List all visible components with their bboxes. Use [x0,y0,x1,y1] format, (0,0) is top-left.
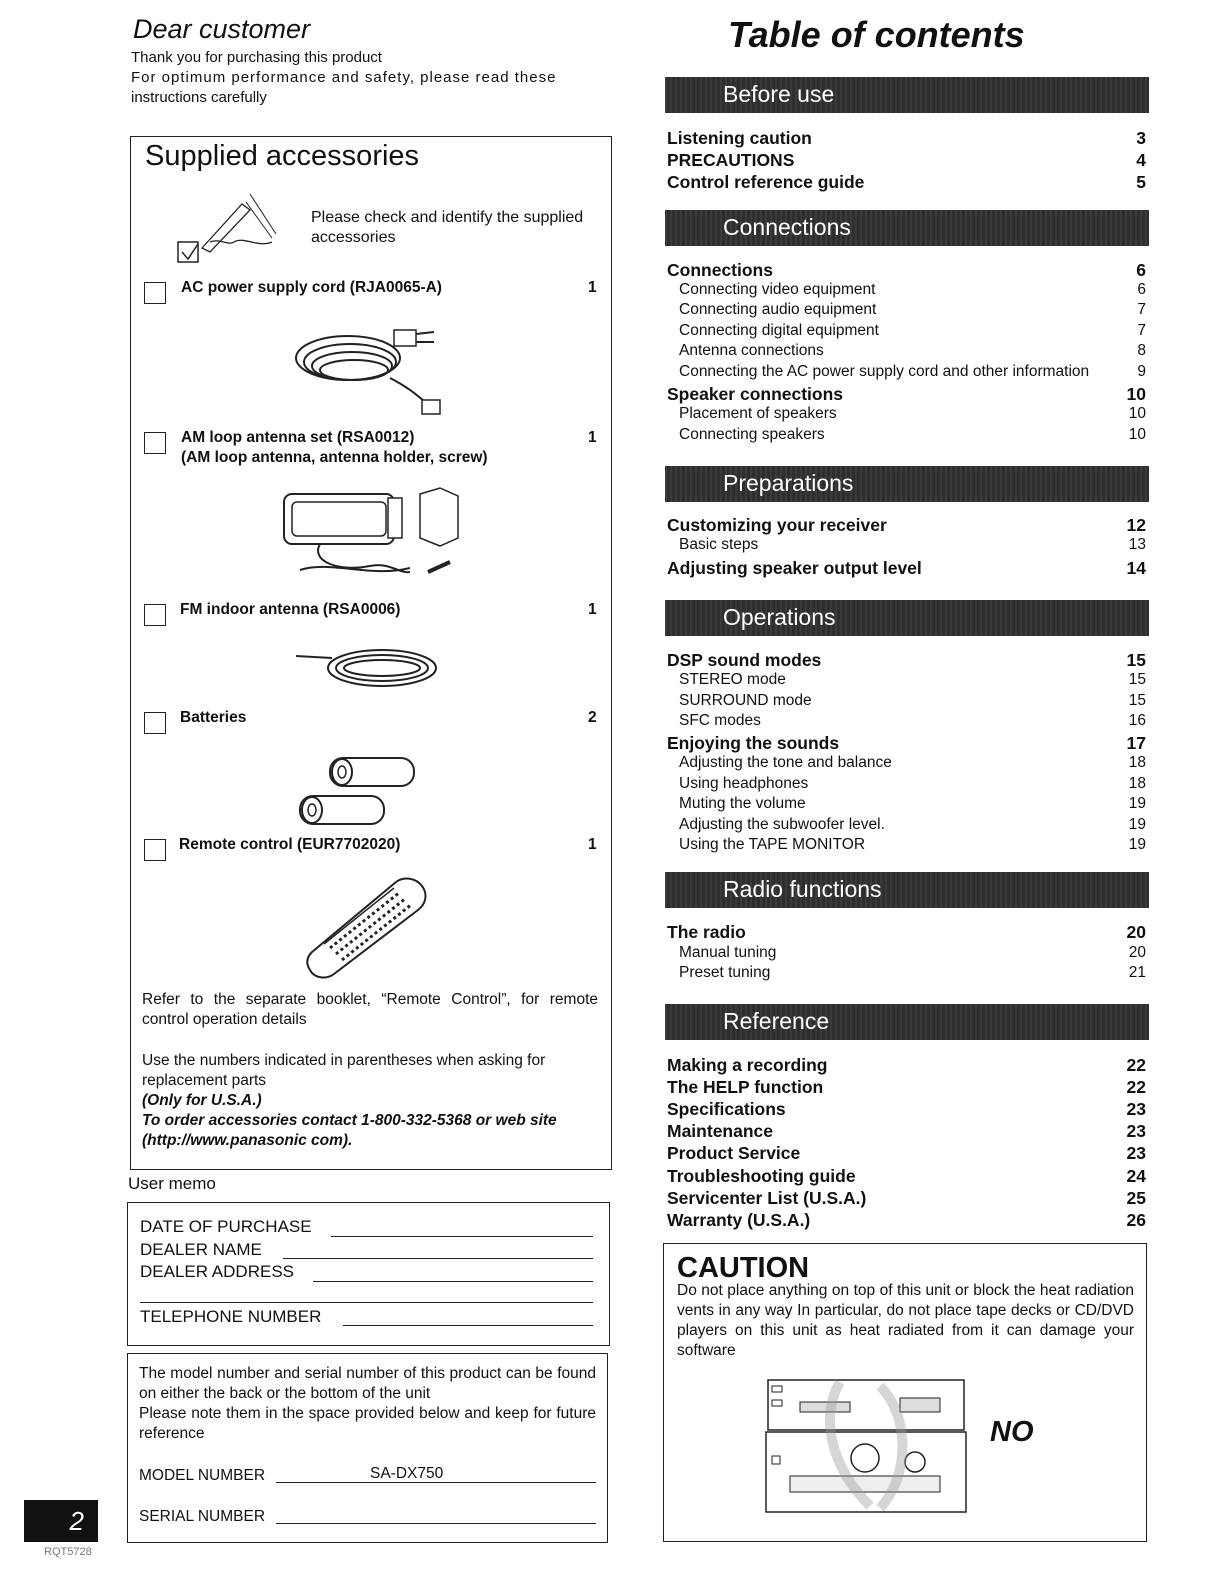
toc-entry-title[interactable]: Product Service [667,1143,801,1163]
toc-entry-page: 23 [1126,1099,1146,1119]
toc-entry-page: 7 [1137,301,1146,318]
ac-cord-illustration [290,318,450,418]
toc-section-band [665,466,1149,502]
toc-entry-title[interactable]: Placement of speakers [679,405,837,422]
toc-entry-page: 12 [1126,515,1146,535]
checkbox-fm-antenna[interactable] [144,604,166,626]
fm-antenna-illustration [292,640,442,696]
toc-entry-title[interactable]: The HELP function [667,1077,824,1097]
checklist-pen-illustration [172,192,282,270]
serial-number-field[interactable] [276,1523,596,1524]
am-antenna-illustration [280,482,470,592]
toc-entry-page: 3 [1136,128,1146,148]
no-label: NO [990,1416,1034,1448]
toc-section-heading: Connections [723,214,851,240]
toc-section-band [665,77,1149,113]
user-memo-title: User memo [128,1174,216,1193]
dealer-name-field[interactable] [283,1258,593,1259]
toc-entry-title[interactable]: Connecting digital equipment [679,322,879,339]
toc-entry-page: 5 [1136,172,1146,192]
batteries-illustration [296,752,426,832]
toc-entry-title[interactable]: STEREO mode [679,671,786,688]
dear-customer-title: Dear customer [133,14,311,44]
stacked-components-illustration [760,1376,970,1516]
toc-entry-page: 24 [1126,1166,1146,1186]
toc-entry-page: 22 [1126,1055,1146,1075]
toc-entry-page: 23 [1126,1121,1146,1141]
caution-title: CAUTION [677,1252,810,1284]
item-ac-cord-label: AC power supply cord (RJA0065-A) [181,279,442,296]
toc-entry-page: 26 [1126,1210,1146,1230]
telephone-number-field[interactable] [343,1325,593,1326]
toc-section-band [665,872,1149,908]
toc-entry-page: 13 [1128,536,1146,553]
toc-entry-title[interactable]: Basic steps [679,536,759,553]
check-note: Please check and identify the supplied accessories [311,209,584,246]
item-am-antenna-qty: 1 [588,429,597,446]
serial-info-text: The model number and serial number of this product can be found on either the back or the bottom of the unit [139,1365,596,1402]
toc-entry-title[interactable]: Enjoying the sounds [667,733,840,753]
toc-entry-page: 9 [1137,363,1146,380]
toc-entry-page: 18 [1128,754,1146,771]
serial-info-text2: Please note them in the space provided below and keep for future reference [139,1405,596,1442]
item-ac-cord-qty: 1 [588,279,597,296]
item-remote-label: Remote control (EUR7702020) [179,836,401,853]
toc-section-band [665,1004,1149,1040]
toc-entry-page: 7 [1137,322,1146,339]
toc-entry-title[interactable]: Preset tuning [679,964,771,981]
toc-entry-title[interactable]: Using headphones [679,775,809,792]
model-number-label: MODEL NUMBER [139,1467,266,1484]
toc-section-heading: Before use [723,81,835,107]
item-am-antenna-label: AM loop antenna set (RSA0012) [181,429,415,446]
toc-section-band [665,600,1149,636]
toc-entry-page: 16 [1128,712,1146,729]
toc-entry-page: 10 [1128,426,1146,443]
toc-entry-title[interactable]: Control reference guide [667,172,865,192]
toc-entry-page: 6 [1137,281,1146,298]
toc-entry-page: 6 [1136,260,1146,280]
toc-entry-page: 25 [1126,1188,1146,1208]
toc-entry-title[interactable]: Using the TAPE MONITOR [679,836,866,853]
dear-line: For optimum performance and safety, please read these [131,69,557,86]
toc-entry-title[interactable]: Connecting speakers [679,426,825,443]
remote-note: Refer to the separate booklet, “Remote Control”, for remote control operation details [142,991,598,1028]
toc-entry-page: 20 [1126,922,1146,942]
parts-note: Use the numbers indicated in parentheses when asking for replacement parts [142,1052,546,1089]
toc-entry-title[interactable]: PRECAUTIONS [667,150,795,170]
toc-entry-title[interactable]: Connecting video equipment [679,281,876,298]
toc-entry-title[interactable]: The radio [667,922,746,942]
toc-entry-title[interactable]: Adjusting the subwoofer level. [679,816,885,833]
dealer-address-field[interactable] [313,1281,593,1282]
toc-entry-page: 15 [1126,650,1146,670]
toc-entry-title[interactable]: Making a recording [667,1055,828,1075]
toc-entry-page: 10 [1128,405,1146,422]
toc-entry-page: 19 [1128,816,1146,833]
toc-entry-title[interactable]: Servicenter List (U.S.A.) [667,1188,867,1208]
checkbox-remote[interactable] [144,839,166,861]
order-note: To order accessories contact 1-800-332-5368 or web site (http://www.panasonic com). [142,1112,557,1149]
toc-entry-page: 23 [1126,1143,1146,1163]
toc-entry-page: 10 [1126,384,1146,404]
toc-entry-title[interactable]: Warranty (U.S.A.) [667,1210,811,1230]
dear-line: Thank you for purchasing this product [131,49,382,66]
toc-entry-page: 15 [1128,692,1146,709]
toc-entry-title[interactable]: Manual tuning [679,944,777,961]
toc-entry-page: 20 [1128,944,1146,961]
toc-entry-title[interactable]: Speaker connections [667,384,844,404]
dealer-address-label: DEALER ADDRESS [140,1262,294,1281]
checkbox-batteries[interactable] [144,712,166,734]
telephone-number-label: TELEPHONE NUMBER [140,1307,322,1326]
toc-entry-title[interactable]: SURROUND mode [679,692,812,709]
checkbox-ac-cord[interactable] [144,282,166,304]
toc-entry-title[interactable]: Muting the volume [679,795,806,812]
toc-entry-page: 15 [1128,671,1146,688]
page-code: RQT5728 [44,1546,92,1558]
item-am-antenna-label2: (AM loop antenna, antenna holder, screw) [181,449,488,466]
toc-entry-title[interactable]: SFC modes [679,712,761,729]
toc-entry-title[interactable]: Antenna connections [679,342,824,359]
toc-entry-title[interactable]: Adjusting speaker output level [667,558,922,578]
toc-entry-page: 18 [1128,775,1146,792]
toc-entry-page: 17 [1126,733,1146,753]
toc-entry-page: 19 [1128,795,1146,812]
toc-entry-title[interactable]: Connections [667,260,773,280]
item-fm-antenna-label: FM indoor antenna (RSA0006) [180,601,401,618]
checkbox-am-antenna[interactable] [144,432,166,454]
serial-number-label: SERIAL NUMBER [139,1508,266,1525]
item-fm-antenna-qty: 1 [588,601,597,618]
toc-entry-page: 21 [1128,964,1146,981]
toc-title: Table of contents [728,14,1025,55]
toc-entry-title[interactable]: Troubleshooting guide [667,1166,856,1186]
date-of-purchase-label: DATE OF PURCHASE [140,1217,312,1236]
toc-entry-title[interactable]: Connecting the AC power supply cord and other information [679,363,1090,380]
toc-section-heading: Radio functions [723,876,882,902]
item-batteries-qty: 2 [588,709,597,726]
toc-entry-title[interactable]: Adjusting the tone and balance [679,754,892,771]
model-number-value: SA-DX750 [370,1465,444,1482]
item-remote-qty: 1 [588,836,597,853]
toc-entry-title[interactable]: Maintenance [667,1121,773,1141]
toc-entry-title[interactable]: DSP sound modes [667,650,822,670]
toc-section-heading: Reference [723,1008,830,1034]
toc-section-heading: Operations [723,604,836,630]
toc-entry-title[interactable]: Listening caution [667,128,812,148]
toc-entry-page: 14 [1126,558,1146,578]
toc-entry-page: 4 [1136,150,1146,170]
toc-entry-title[interactable]: Customizing your receiver [667,515,887,535]
dealer-address-field-2[interactable] [140,1302,593,1303]
accessories-title: Supplied accessories [145,140,420,172]
dealer-name-label: DEALER NAME [140,1240,262,1259]
toc-entry-page: 22 [1126,1077,1146,1097]
date-of-purchase-field[interactable] [331,1236,593,1237]
usa-only-note: (Only for U.S.A.) [142,1092,262,1109]
remote-control-illustration [304,874,434,980]
caution-text: Do not place anything on top of this unit or block the heat radiation vents in any way In particular, do not place tape decks or CD/DVD players on this unit as heat radiated from it can damage your software [677,1282,1134,1359]
toc-section-heading: Preparations [723,470,854,496]
page-number: 2 [24,1500,98,1542]
toc-section-band [665,210,1149,246]
dear-line: instructions carefully [131,89,267,106]
toc-entry-title[interactable]: Specifications [667,1099,786,1119]
toc-entry-title[interactable]: Connecting audio equipment [679,301,877,318]
toc-entry-page: 8 [1137,342,1146,359]
serial-info [139,1364,596,1444]
toc-entry-page: 19 [1128,836,1146,853]
item-batteries-label: Batteries [180,709,247,726]
